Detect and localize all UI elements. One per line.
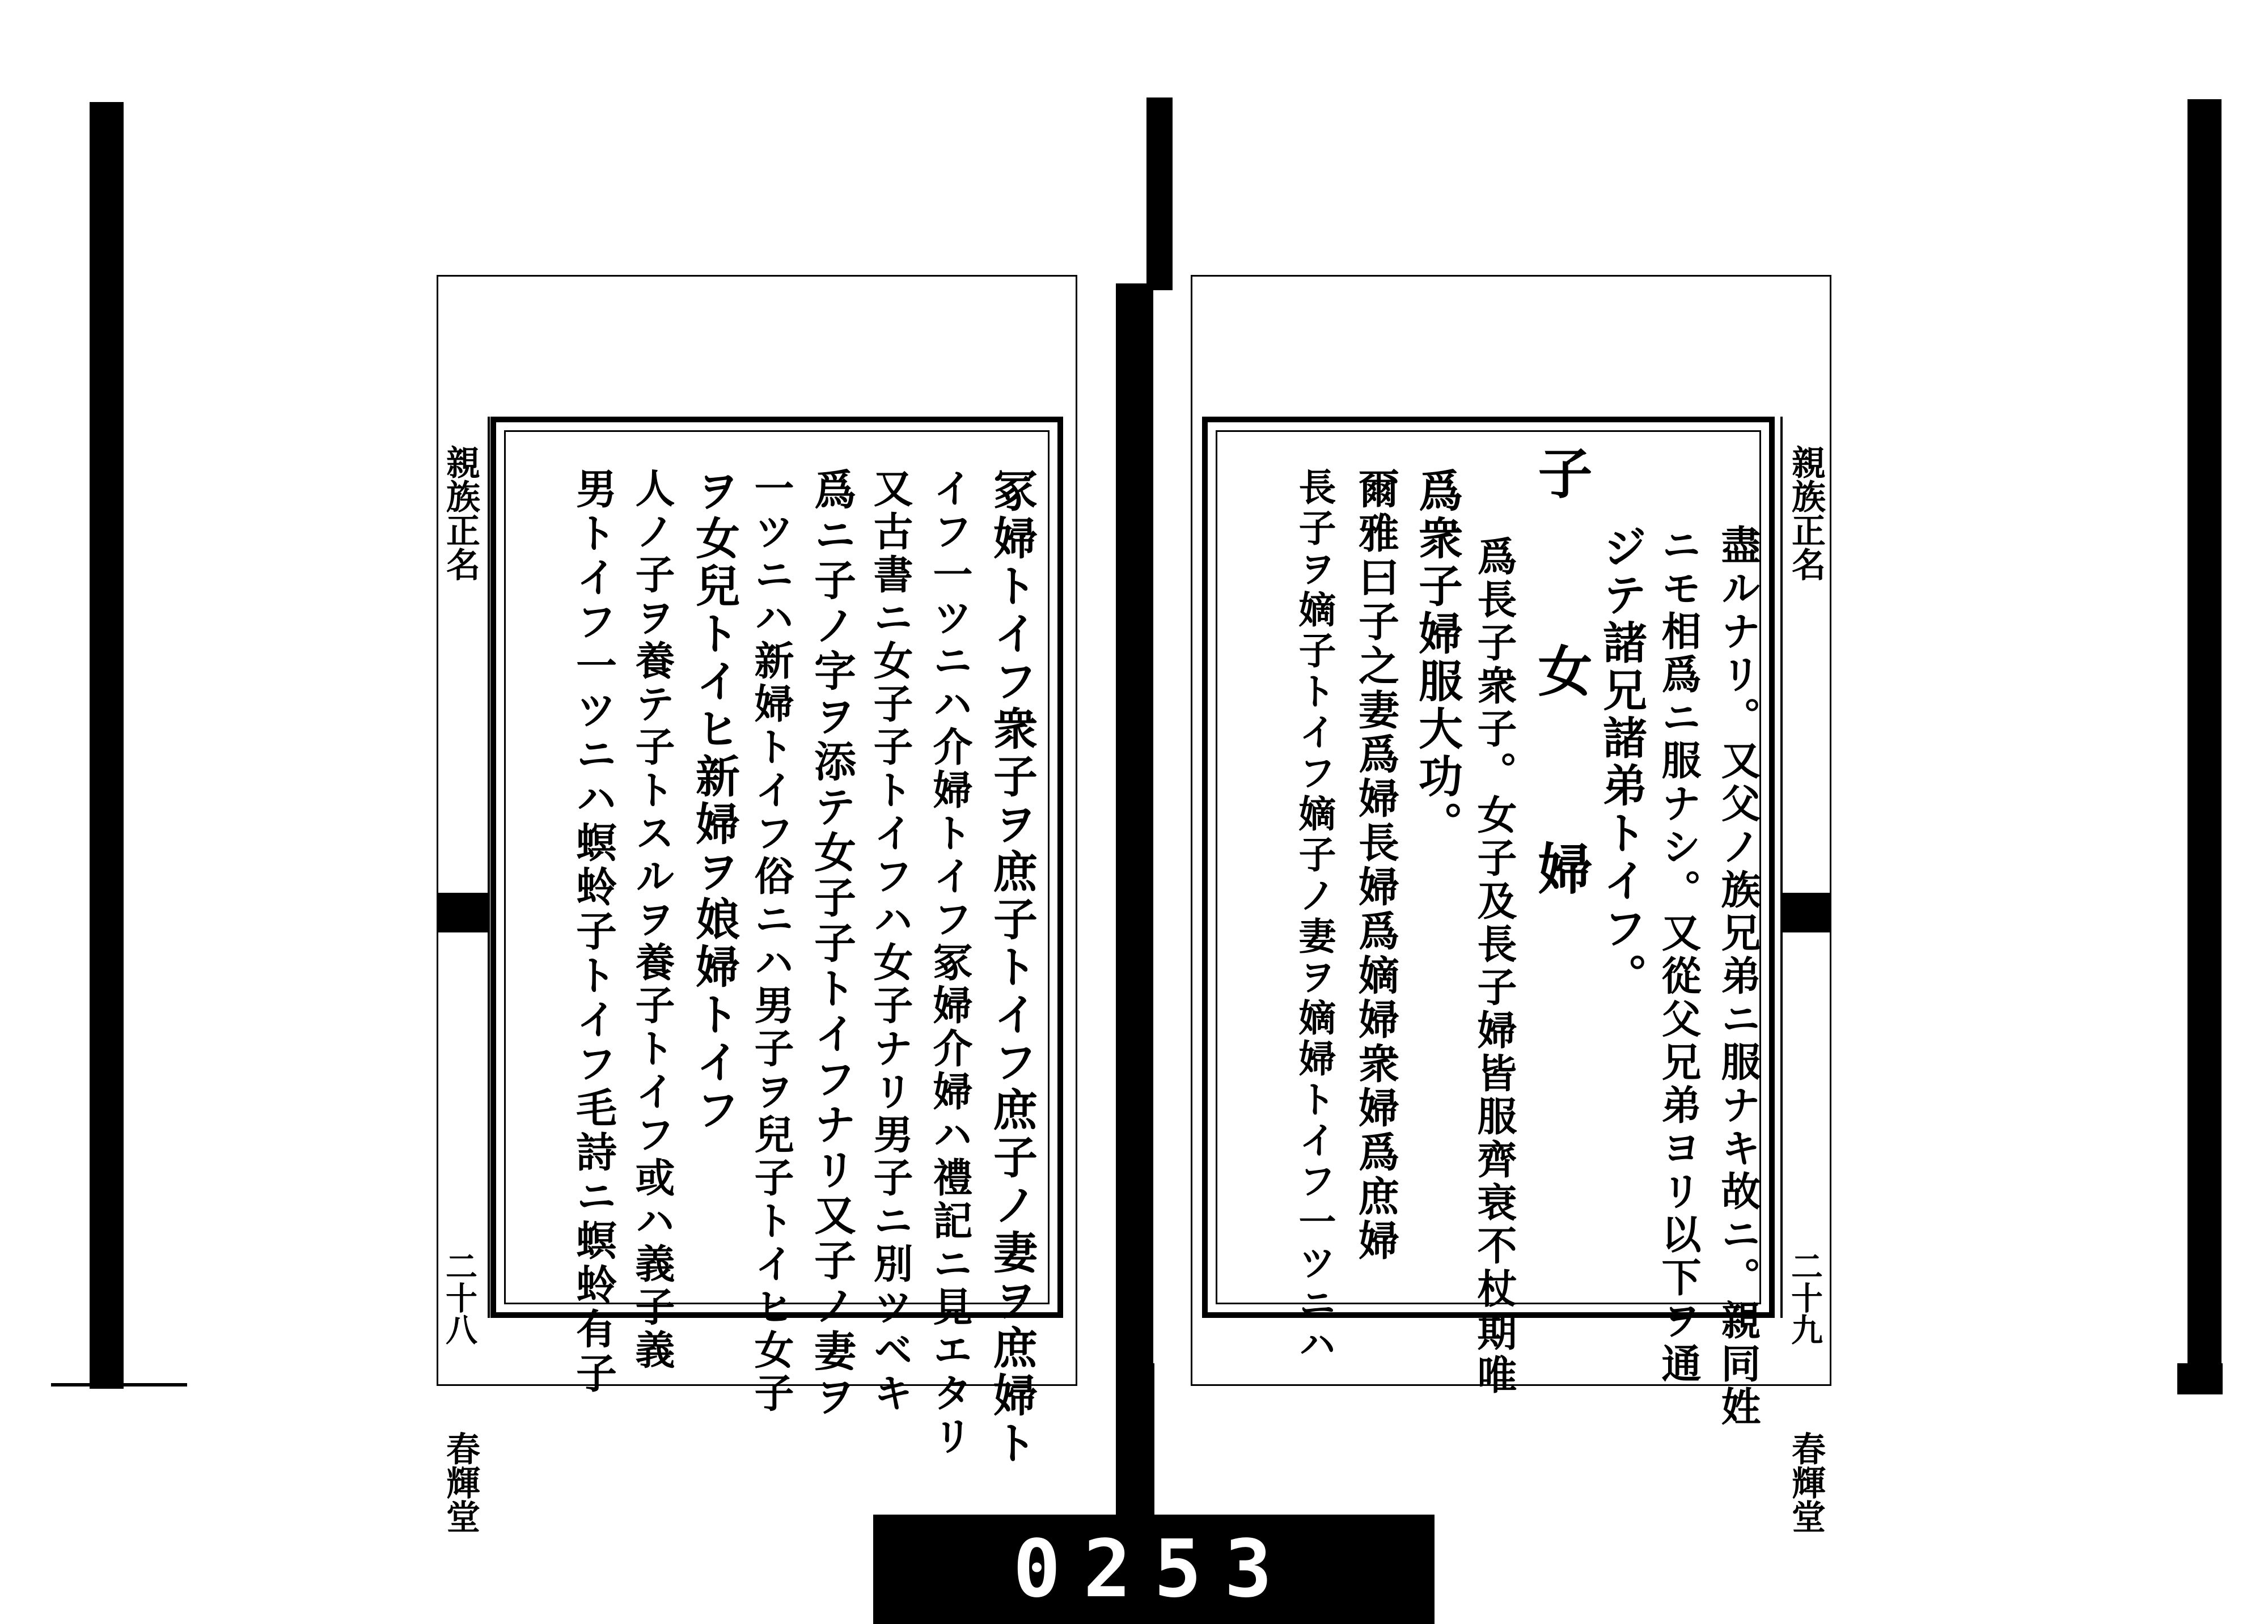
spine — [1116, 283, 1153, 1530]
left-col-3: 又古書ニ女子子トイフハ女子ナリ男子ニ別ツベキ — [867, 468, 914, 1415]
right-margin-page-number: 二十九 — [1786, 1250, 1823, 1345]
right-col-7: 爾雅曰子之妻爲婦長婦爲嫡婦衆婦爲庶婦 — [1352, 468, 1400, 1263]
left-col-6: ヲ女兒トイヒ新婦ヲ娘婦トイフ — [688, 468, 740, 1134]
right-margin-title: 親族正名 — [1786, 445, 1826, 581]
left-margin-publisher: 春輝堂 — [441, 1431, 480, 1533]
right-margin-publisher: 春輝堂 — [1786, 1431, 1826, 1533]
right-col-3: ジテ諸兄諸弟トイフ。 — [1596, 524, 1647, 1000]
right-col-5: 爲長子衆子。女子及長子婦皆服齊衰不杖期唯 — [1471, 536, 1518, 1397]
right-margin-fold-mark — [1780, 893, 1831, 932]
left-col-2: イフ一ツニハ介婦トイフ冢婦介婦ハ禮記ニ見エタリ — [926, 468, 974, 1458]
left-edge-bar — [90, 102, 124, 1389]
spine-foot — [1120, 1363, 1154, 1522]
spine-top — [1146, 97, 1173, 290]
right-page — [1191, 275, 1831, 1533]
right-col-8: 長子ヲ嫡子トイフ嫡子ノ妻ヲ嫡婦トイフ一ツニハ — [1292, 468, 1336, 1366]
left-edge-foot-line — [51, 1383, 187, 1386]
left-margin-title: 親族正名 — [441, 445, 480, 581]
frame-number-stamp — [873, 1515, 1435, 1624]
left-col-5: 一ツニハ新婦トイフ俗ニハ男子ヲ兒子トイヒ女子 — [748, 468, 795, 1415]
left-margin-page-number: 二十八 — [441, 1250, 478, 1345]
left-margin-fold-mark — [437, 893, 488, 932]
right-edge-foot-block — [2177, 1363, 2223, 1394]
right-col-6: 爲衆子婦服大功。 — [1411, 468, 1463, 849]
left-col-8: 男トイフ一ツニハ螟蛉子トイフ毛詩ニ螟蛉有子 — [569, 468, 617, 1396]
left-col-1: 冢婦トイフ衆子ヲ庶子トイフ庶子ノ妻ヲ庶婦ト — [986, 468, 1038, 1468]
right-col-2: ニモ相爲ニ服ナシ。又從父兄弟ヨリ以下ヲ通 — [1655, 524, 1702, 1386]
left-col-4: 爲ニ子ノ字ヲ添テ女子子トイフナリ又子ノ妻ヲ — [807, 468, 856, 1420]
left-page — [437, 275, 1077, 1533]
right-col-1: 盡ルナリ。又父ノ族兄弟ニ服ナキ故ニ。親同姓 — [1715, 524, 1762, 1429]
right-heading: 子 女 婦 — [1529, 445, 1593, 935]
frame-number: 0253 — [1013, 1523, 1295, 1615]
right-edge-bar — [2187, 99, 2222, 1372]
left-col-7: 人ノ子ヲ養テ子トスルヲ養子トイフ或ハ義子義 — [629, 468, 676, 1372]
